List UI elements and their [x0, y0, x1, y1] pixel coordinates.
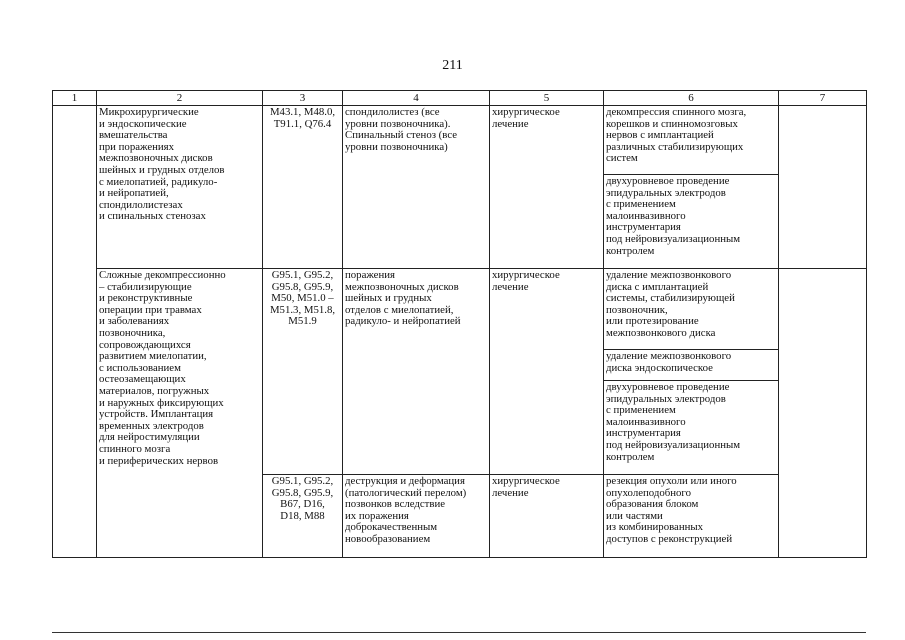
treatment-type-cell: хирургическое лечение — [490, 106, 604, 269]
column-number: 2 — [97, 91, 263, 106]
method-cell: удаление межпозвонкового диска с имплантацией системы, стабилизирующей позвоночник, или протезирование межпозвонкового диска — [604, 269, 779, 350]
table-row — [53, 269, 867, 350]
row-number-cell — [53, 106, 97, 558]
icd-codes-cell: M43.1, M48.0, T91.1, Q76.4 — [263, 106, 343, 269]
procedure-cell: Сложные декомпрессионно – стабилизирующие и реконструктивные операции при травмах и заболеваниях позвоночника, сопровождающихся развитием миелопатии, с использованием остеозамещающих материалов, погружных и наружных фиксирующих устройств. Имплантация временных электродов для нейростимуляции спинного мозга и периферических нервов — [97, 269, 263, 558]
column-number: 7 — [779, 91, 867, 106]
page-bottom-rule — [52, 632, 866, 633]
icd-codes-cell: G95.1, G95.2, G95.8, G95.9, B67, D16, D18, M88 — [263, 475, 343, 558]
icd-codes-cell: G95.1, G95.2, G95.8, G95.9, M50, M51.0 – M51.3, M51.8, M51.9 — [263, 269, 343, 475]
column-number: 5 — [490, 91, 604, 106]
method-cell: двухуровневое проведение эпидуральных электродов с применением малоинвазивного инструментария под нейровизуализационным контролем — [604, 175, 779, 269]
method-cell: удаление межпозвонкового диска эндоскопическое — [604, 350, 779, 381]
treatment-type-cell: хирургическое лечение — [490, 475, 604, 558]
column-number: 1 — [53, 91, 97, 106]
procedure-cell: Микрохирургические и эндоскопические вмешательства при поражениях межпозвоночных дисков шейных и грудных отделов с миелопатией, радикуло- и нейропатией, спондилолистезах и спинальных стенозах — [97, 106, 263, 269]
column-number-row — [53, 91, 867, 106]
empty-cell — [779, 106, 867, 269]
table-row — [53, 106, 867, 175]
page-number: 211 — [442, 58, 463, 73]
condition-cell: поражения межпозвоночных дисков шейных и грудных отделов с миелопатией, радикуло- и нейропатией — [343, 269, 490, 475]
method-cell: двухуровневое проведение эпидуральных электродов с применением малоинвазивного инструментария под нейровизуализационным контролем — [604, 381, 779, 475]
medical-procedures-table — [52, 90, 867, 558]
method-cell: резекция опухоли или иного опухолеподобного образования блоком или частями из комбинированных доступов с реконструкцией — [604, 475, 779, 558]
empty-cell — [779, 269, 867, 558]
column-number: 4 — [343, 91, 490, 106]
condition-cell: деструкция и деформация (патологический перелом) позвонков вследствие их поражения доброкачественным новообразованием — [343, 475, 490, 558]
condition-cell: спондилолистез (все уровни позвоночника). Спинальный стеноз (все уровни позвоночника) — [343, 106, 490, 269]
treatment-type-cell: хирургическое лечение — [490, 269, 604, 475]
column-number: 6 — [604, 91, 779, 106]
column-number: 3 — [263, 91, 343, 106]
method-cell: декомпрессия спинного мозга, корешков и спинномозговых нервов с имплантацией различных стабилизирующих систем — [604, 106, 779, 175]
